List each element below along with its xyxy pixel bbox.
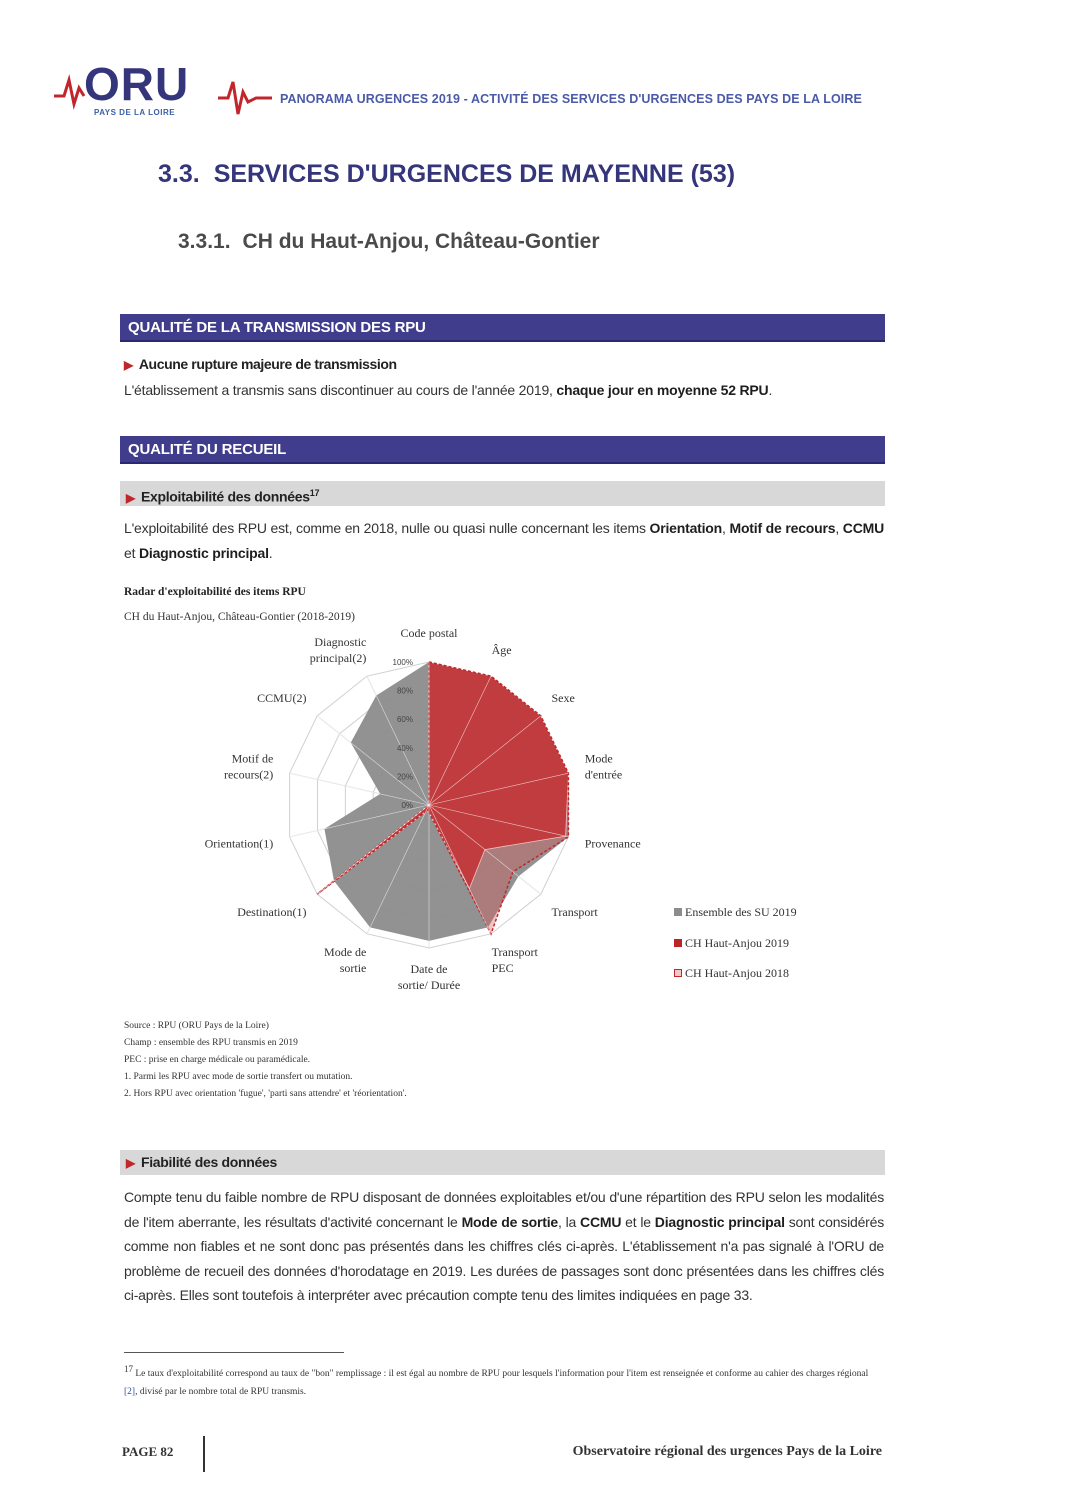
axis-label: recours(2) [223,767,274,782]
fiabilite-title: Fiabilité des données [140,1154,278,1170]
axis-label: Mode de [324,944,367,959]
text-run: , la [558,1213,581,1230]
page-number: PAGE 82 [122,1444,174,1459]
legend-item-2019 [674,936,789,951]
axis-label: Âge [491,643,512,658]
text-bold: Diagnostic principal [138,544,269,561]
axis-label: Orientation(1) [204,836,274,851]
axis-label: Date de [410,962,448,976]
triangle-bullet-icon: ▶ [126,1156,135,1170]
legend-swatch [674,939,682,947]
axis-label: Diagnostic [314,635,367,650]
legend-item-ensemble [674,905,797,920]
subsection-number: 3.3.1. [178,230,231,253]
note-line: 2. Hors RPU avec orientation 'fugue', 'parti sans attendre' et 'réorientation'. [124,1089,407,1099]
text-bold: Orientation [649,520,723,536]
footnote-ref[interactable]: 17 [309,488,320,498]
subsection-title-text: CH du Haut-Anjou, Château-Gontier [242,230,600,253]
tick-label: 20% [396,772,413,782]
axis-label: Code postal [400,626,458,640]
transmission-section-bar: QUALITÉ DE LA TRANSMISSION DES RPU [120,314,885,342]
axis-label: sortie [339,960,367,975]
transmission-item-title: Aucune rupture majeure de transmission [138,356,397,372]
axis-label: d'entrée [584,767,623,782]
axis-label: Motif de [231,751,274,766]
axis-label: Transport [551,905,598,920]
tick-label: 0% [401,801,413,810]
chart-subtitle: CH du Haut-Anjou, Château-Gontier (2018-2019) [124,611,355,623]
text-bold: Motif de recours [729,520,836,536]
legend-swatch [674,969,682,977]
axis-label: Transport [491,944,538,959]
footer-text: Observatoire régional des urgences Pays de la Loire [572,1444,882,1459]
tick-label: 80% [396,686,413,696]
triangle-bullet-icon: ▶ [124,358,133,372]
text-run: Compte tenu du faible nombre de RPU disposant de données exploitables et/ou d'une répartition des RPU selon les modalités de l'item aberrante, les résultats d'activité concernant le [124,1189,884,1230]
axis-label: PEC [491,960,514,975]
note-line: 1. Parmi les RPU avec mode de sortie transfert ou mutation. [124,1072,353,1082]
text-run: sont considérés comme non fiables et ne sont donc pas présentés dans les chiffres clés ci-après. L'établissement n'a pas signalé à l'ORU de problème de recueil des données d'horodatage en 2019. Les durées de passages sont donc présentées dans les chiffres clés ci-après. Elles sont toutefois à interpréter avec précaution compte tenu des limites indiquées en page 33. [124,1213,885,1303]
legend-label: CH Haut-Anjou 2019 [685,936,789,950]
tick-label: 60% [396,715,413,725]
tick-label: 100% [392,658,413,667]
note-line: Source : RPU (ORU Pays de la Loire) [124,1021,269,1031]
text-run: Le taux d'exploitabilité correspond au taux de "bon" remplissage : il est égal au nombre de RPU pour lesquels l'information pour l'item est renseignée et conforme au cahier des charges régional [133,1369,869,1380]
recueil-section-bar: QUALITÉ DU RECUEIL [120,436,885,464]
text-run: L'établissement a transmis sans discontinuer au cours de l'année 2019, [124,382,557,398]
logo-text: ORU [84,58,190,110]
reference-link[interactable]: [2] [124,1387,136,1398]
text-bold: CCMU [580,1213,622,1230]
exploitabilite-title: Exploitabilité des données [140,488,310,505]
footnote-divider [124,1352,344,1353]
legend-item-2018 [674,966,789,981]
footnote [124,1360,884,1401]
footnote-number: 17 [124,1364,133,1374]
triangle-bullet-icon: ▶ [126,490,135,505]
axis-label: Mode [584,751,613,766]
chart-notes [124,1018,407,1103]
note-line: PEC : prise en charge médicale ou paramédicale. [124,1055,311,1065]
note-line: Champ : ensemble des RPU transmis en 2019 [124,1038,298,1048]
axis-label: sortie/ Durée [397,978,461,992]
legend-label: Ensemble des SU 2019 [685,905,797,919]
text-run: . [768,382,773,398]
axis-label: Sexe [551,690,575,705]
axis-label: Destination(1) [237,905,307,920]
text-run: et [124,544,139,561]
legend-swatch [674,908,682,916]
tick-label: 40% [396,743,413,753]
axis-label: CCMU(2) [257,690,307,705]
text-run: , divisé par le nombre total de RPU transmis. [135,1387,307,1398]
legend-label: CH Haut-Anjou 2018 [685,966,789,980]
text-bold: chaque jour en moyenne 52 RPU [556,382,769,398]
text-run: . [268,544,273,561]
section-title-text: SERVICES D'URGENCES DE MAYENNE (53) [213,160,736,188]
text-run: , [722,520,730,536]
text-bold: CCMU [842,520,884,536]
logo-subtitle: PAYS DE LA LOIRE [94,108,176,117]
chart-title: Radar d'exploitabilité des items RPU [124,586,306,598]
header-title: PANORAMA URGENCES 2019 - ACTIVITÉ DES SERVICES D'URGENCES DES PAYS DE LA LOIRE [280,92,862,106]
footer-divider [203,1436,205,1472]
fiabilite-text [124,1185,884,1308]
text-run: , [835,520,843,536]
section-number: 3.3. [158,160,200,188]
axis-label: Provenance [584,836,641,851]
fiabilite-bar [120,1150,885,1175]
text-bold: Diagnostic principal [654,1213,785,1230]
text-bold: Mode de sortie [461,1213,559,1230]
text-run: L'exploitabilité des RPU est, comme en 2018, nulle ou quasi nulle concernant les items [124,520,650,536]
text-run: et le [621,1213,655,1230]
axis-label: principal(2) [309,651,367,666]
